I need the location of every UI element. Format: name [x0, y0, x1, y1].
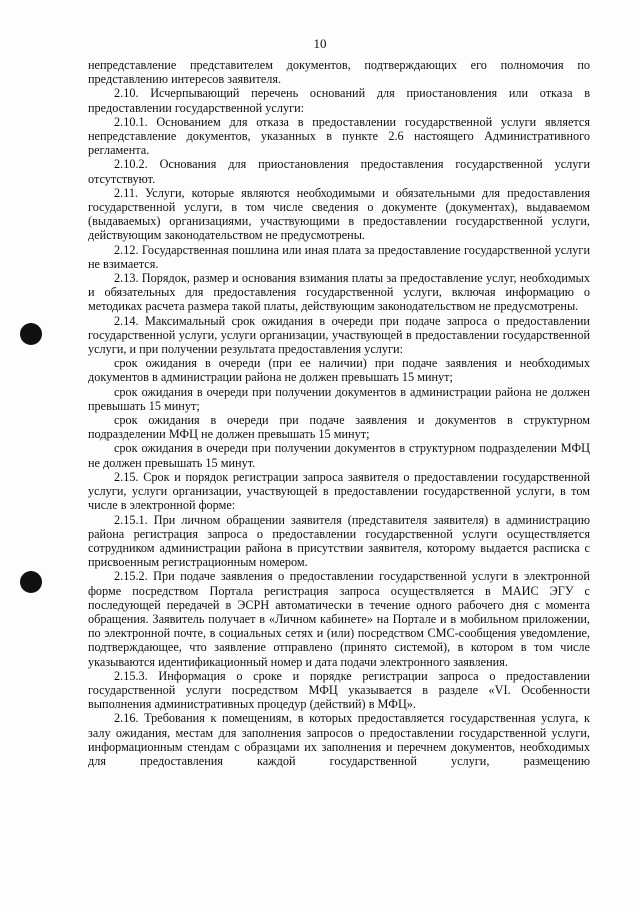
paragraph: 2.10. Исчерпывающий перечень оснований для приостановления или отказа в предоставлении государственной услуги: — [88, 86, 590, 115]
paragraph: непредставление представителем документов, подтверждающих его полномочия по представлению интересов заявителя. — [88, 58, 590, 87]
paragraph: 2.14. Максимальный срок ожидания в очереди при подаче запроса о предоставлении государственной услуги, услуги организации, участвующей в предоставлении государственной услуги, и при получении результата предоставления услуги: — [88, 313, 590, 357]
punch-hole-mark — [20, 571, 42, 593]
paragraph: 2.13. Порядок, размер и основания взимания платы за предоставление услуг, необходимых и обязательных для предоставления государственной услуги, включая информацию о методиках расчета размера такой платы, действующим законодательством не предусмотрены. — [88, 271, 590, 314]
paragraph: срок ожидания в очереди при получении документов в структурном подразделении МФЦ не должен превышать 15 минут. — [88, 441, 590, 470]
paragraph: 2.11. Услуги, которые являются необходимыми и обязательными для предоставления государственной услуги, в том числе сведения о документе (документах), выдаваемом (выдаваемых) организациями, участвующими в предоставлении государственной услуги, действующим законодательством не предусмотрены. — [88, 185, 590, 243]
paragraph: 2.16. Требования к помещениям, в которых предоставляется государственная услуга, к залу ожидания, местам для заполнения запросов о предоставлении государственной услуги, информационным стендам с образцами их заполнения и перечнем документов, необходимых для предоставления каждой государственной услуги, размещению — [88, 711, 590, 768]
document-body — [88, 58, 590, 768]
page-number: 10 — [313, 36, 327, 51]
paragraph: срок ожидания в очереди при подаче заявления и документов в структурном подразделении МФЦ не должен превышать 15 минут; — [88, 413, 590, 442]
paragraph: 2.12. Государственная пошлина или иная плата за предоставление государственной услуги не взимается. — [88, 242, 590, 271]
paragraph: 2.10.1. Основанием для отказа в предоставлении государственной услуги является непредставление документов, указанных в пункте 2.6 настоящего Административного регламента. — [88, 114, 590, 158]
paragraph: 2.10.2. Основания для приостановления предоставления государственной услуги отсутствуют. — [88, 157, 590, 186]
paragraph: 2.15.1. При личном обращении заявителя (представителя заявителя) в администрацию района регистрация запроса о предоставлении государственной услуги осуществляется сотрудником администрации района в присутствии заявителя, которому выдается расписка с присвоенным регистрационным номером. — [88, 512, 590, 570]
paragraph: срок ожидания в очереди (при ее наличии) при подаче заявления и необходимых документов в администрации района не должен превышать 15 минут; — [88, 356, 590, 385]
paragraph: 2.15. Срок и порядок регистрации запроса заявителя о предоставлении государственной услуги, услуги организации, участвующей в предоставлении государственной услуги, в том числе в электронной форме: — [88, 469, 590, 513]
paragraph: срок ожидания в очереди при получении документов в администрации района не должен превышать 15 минут; — [88, 384, 590, 413]
paragraph: 2.15.2. При подаче заявления о предоставлении государственной услуги в электронной форме посредством Портала регистрация запроса осуществляется в МАИС ЭГУ с последующей передачей в ЭСРН автоматически в течение одного рабочего дня с момента обращения. Заявитель получает в «Личном кабинете» на Портале и в мобильном приложении, по электронной почте, в социальных сетях и (или) посредством СМС-сообщения уведомление, подтверждающее, что заявление отправлено (принято системой), в котором в том числе указываются идентификационный номер и дата подачи электронного заявления. — [88, 569, 590, 669]
punch-hole-mark — [20, 323, 42, 345]
paragraph: 2.15.3. Информация о сроке и порядке регистрации запроса о предоставлении государственной услуги посредством МФЦ указывается в разделе «VI. Особенности выполнения административных процедур (действий) в МФЦ». — [88, 668, 590, 712]
